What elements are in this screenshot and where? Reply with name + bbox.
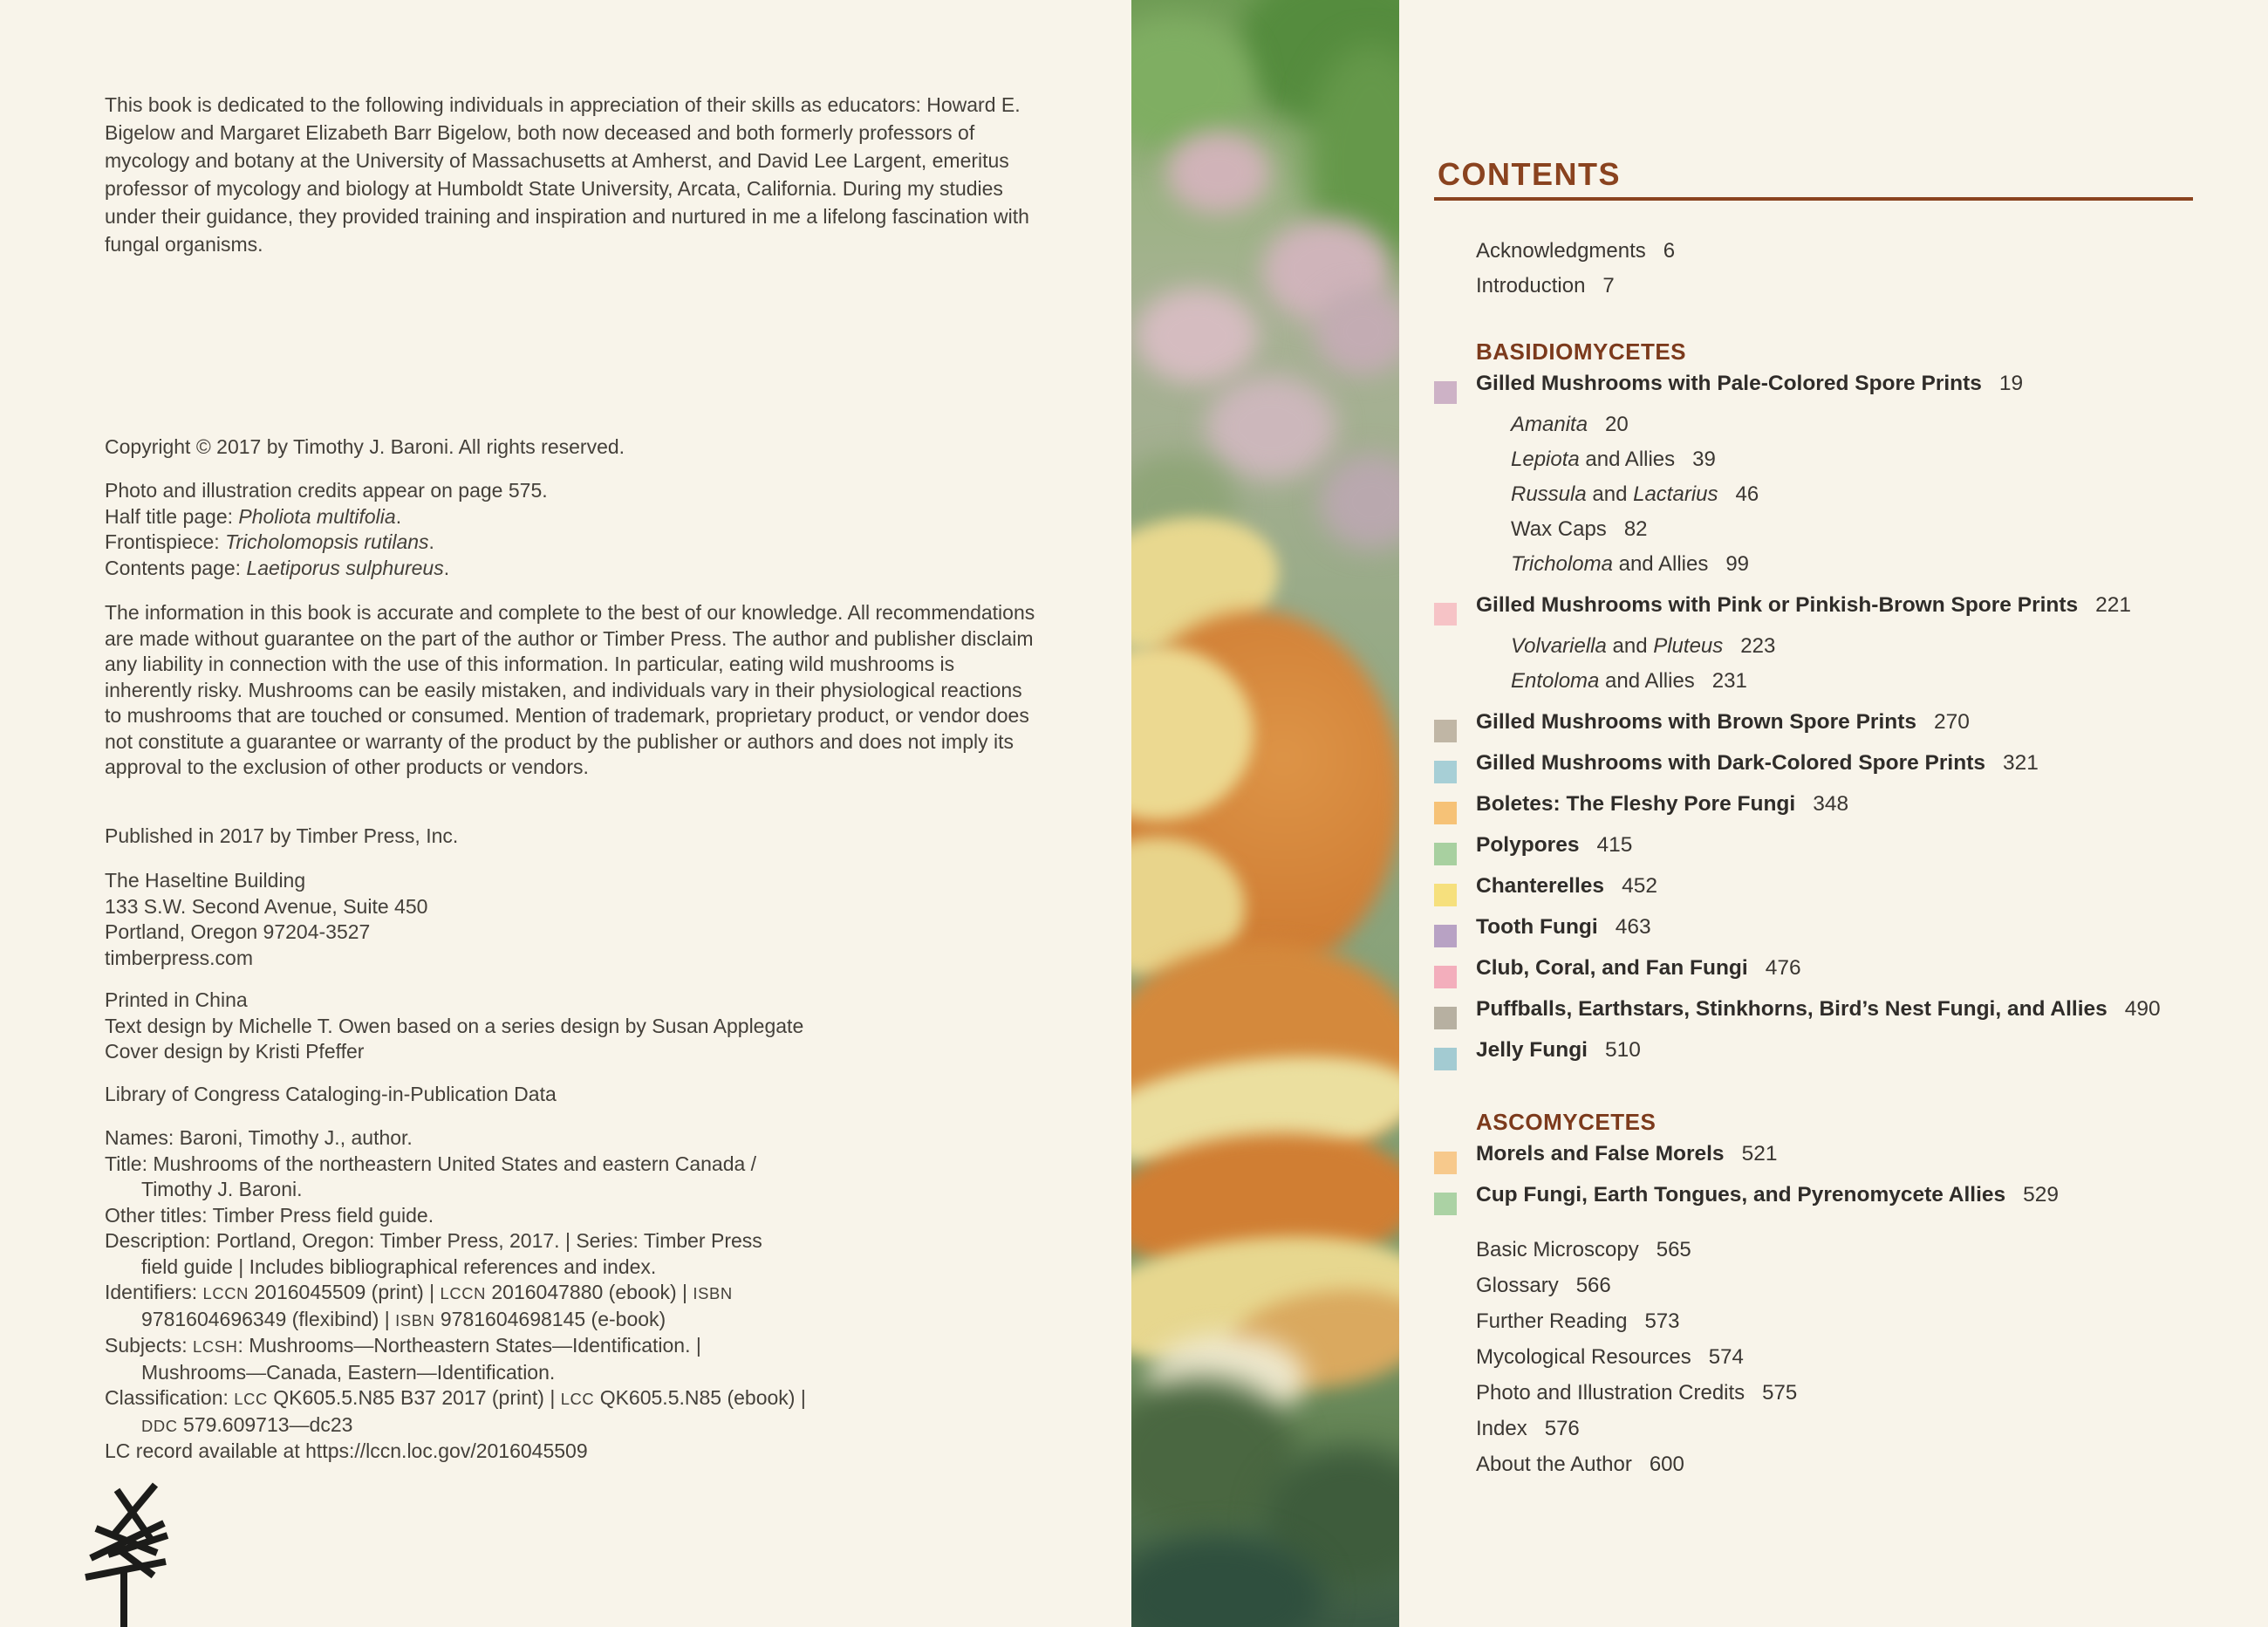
- text-run: Timothy J. Baroni.: [141, 1178, 303, 1200]
- text-run: : Mushrooms—Northeastern States—Identification. |: [237, 1334, 701, 1357]
- small-caps-run: LCC: [234, 1390, 268, 1408]
- toc-back-item: [1434, 1453, 2193, 1488]
- entry-page-number: 415: [1596, 833, 1633, 857]
- entry-page-number: 270: [1934, 710, 1970, 734]
- entry-label: Gilled Mushrooms with Brown Spore Prints: [1476, 710, 1917, 734]
- entry-page-number: 463: [1615, 915, 1651, 939]
- entry-page-number: 476: [1765, 956, 1801, 980]
- entry-label: Club, Coral, and Fan Fungi: [1476, 956, 1748, 980]
- timber-press-tree-logo-icon: [79, 1474, 183, 1627]
- small-caps-run: ISBN: [693, 1284, 733, 1302]
- entry-page-number: 573: [1644, 1309, 1680, 1333]
- italic-taxon: Laetiporus sulphureus: [246, 556, 444, 579]
- credits-block: [105, 478, 1042, 581]
- entry-page-number: 566: [1575, 1274, 1611, 1297]
- entry-page-number: 490: [2124, 997, 2161, 1021]
- toc-back-item: [1434, 1238, 2193, 1274]
- photo-blur-shape: [1166, 131, 1271, 214]
- italic-taxon: Tricholomopsis rutilans: [225, 530, 429, 553]
- entry-page-number: 510: [1604, 1038, 1641, 1062]
- text-run: and: [1606, 634, 1654, 658]
- chapter-color-swatch: [1434, 1193, 1457, 1215]
- chapter-color-swatch: [1434, 761, 1457, 783]
- toc-chapter-row: [1434, 372, 2193, 413]
- text-run: QK605.5.N85 B37 2017 (print) |: [267, 1386, 561, 1409]
- toc-chapter-row: [1434, 710, 2193, 751]
- lc-line: [105, 1177, 1042, 1203]
- entry-label: Tooth Fungi: [1476, 915, 1598, 939]
- chapter-color-swatch: [1434, 720, 1457, 742]
- toc-chapter-row: [1434, 874, 2193, 915]
- credits-line: [105, 530, 1042, 556]
- text-run: field guide | Includes bibliographical references and index.: [141, 1254, 657, 1278]
- text-run: and Allies: [1612, 552, 1709, 576]
- entry-page-number: 565: [1656, 1238, 1691, 1261]
- text-run: .: [428, 530, 434, 553]
- small-caps-run: DDC: [141, 1416, 178, 1435]
- italic-taxon: Pholiota multifolia: [238, 504, 396, 528]
- text-run: Frontispiece:: [105, 530, 226, 553]
- toc-back-item: [1434, 1381, 2193, 1417]
- lc-line: [105, 1333, 1042, 1360]
- toc-sub-item: [1434, 552, 2193, 587]
- lc-line: [105, 1228, 1042, 1254]
- text-run: LC record available at https://lccn.loc.gov/2016045509: [105, 1439, 588, 1462]
- toc-front-item: [1434, 274, 2193, 309]
- entry-label: [1511, 413, 1588, 437]
- toc-chapter-row: [1434, 1038, 2193, 1079]
- toc-sub-item: [1434, 448, 2193, 482]
- photo-blur-shape: [1315, 288, 1399, 375]
- printing-line: Printed in China: [105, 988, 248, 1011]
- toc-back-item: [1434, 1309, 2193, 1345]
- lc-line: [105, 1439, 1042, 1465]
- printing-line: Text design by Michelle T. Owen based on a series design by Susan Applegate: [105, 1014, 804, 1037]
- text-run: Identifiers:: [105, 1281, 203, 1303]
- entry-label: [1511, 517, 1607, 542]
- toc-chapter-row: [1434, 833, 2193, 874]
- small-caps-run: LCSH: [193, 1337, 238, 1356]
- toc-sub-item: [1434, 413, 2193, 448]
- entry-page-number: 575: [1762, 1381, 1798, 1405]
- text-run: 9781604696349 (flexibind) |: [141, 1307, 396, 1330]
- address-line: timberpress.com: [105, 946, 253, 969]
- lc-line: [105, 1280, 1042, 1307]
- entry-page-number: 19: [1998, 372, 2024, 395]
- entry-label: Cup Fungi, Earth Tongues, and Pyrenomycete Allies: [1476, 1183, 2006, 1207]
- chapter-color-swatch: [1434, 1048, 1457, 1070]
- lc-line: [105, 1412, 1042, 1439]
- entry-label: Jelly Fungi: [1476, 1038, 1588, 1062]
- lc-data-block: [105, 1125, 1042, 1465]
- entry-label: About the Author: [1476, 1453, 1632, 1476]
- text-run: Half title page:: [105, 504, 239, 528]
- toc-chapter-row: [1434, 1183, 2193, 1224]
- toc-chapter-row: [1434, 593, 2193, 634]
- text-run: Wax Caps: [1511, 517, 1607, 541]
- lc-line: [105, 1203, 1042, 1229]
- chapter-color-swatch: [1434, 884, 1457, 906]
- text-run: and Allies: [1599, 669, 1695, 693]
- entry-page-number: 46: [1735, 482, 1759, 506]
- toc-sub-item: [1434, 634, 2193, 669]
- toc-chapter-row: [1434, 1142, 2193, 1183]
- lc-line: [105, 1125, 1042, 1152]
- entry-label: Photo and Illustration Credits: [1476, 1381, 1745, 1405]
- disclaimer-text: The information in this book is accurate and complete to the best of our knowledge. All recommendations are made without guarantee on the part of the author or Timber Press. The author and publisher disclaim any liability in connection with the use of this information. In particular, eating wild mushrooms is inherently risky. Mushrooms can be easily mistaken, and individuals vary in their physiological reactions to mushrooms that are touched or consumed. Mention of trademark, proprietary product, or vendor does not constitute a guarantee or warranty of the product by the publisher or authors and does not imply its approval to the exclusion of other products or vendors.: [105, 601, 1035, 778]
- toc-back-matter: [1434, 1238, 2193, 1488]
- entry-label: [1511, 482, 1718, 507]
- small-caps-run: LCC: [560, 1390, 595, 1408]
- text-run: .: [395, 504, 402, 528]
- credits-line: [105, 504, 1042, 530]
- entry-page-number: 20: [1605, 413, 1629, 436]
- photo-blur-shape: [1131, 17, 1254, 148]
- chapter-color-swatch: [1434, 802, 1457, 824]
- toc-sub-item: [1434, 669, 2193, 704]
- toc-section-heading: ASCOMYCETES: [1476, 1109, 1657, 1135]
- entry-page-number: 574: [1708, 1345, 1744, 1369]
- text-run: Classification:: [105, 1386, 235, 1409]
- entry-label: Polypores: [1476, 833, 1580, 857]
- text-run: Title: Mushrooms of the northeastern United States and eastern Canada /: [105, 1152, 757, 1175]
- toc-front-item: [1434, 239, 2193, 274]
- chapter-color-swatch: [1434, 1007, 1457, 1029]
- photo-blur-shape: [1206, 375, 1336, 480]
- toc-front-matter: [1434, 239, 2193, 309]
- entry-label: Chanterelles: [1476, 874, 1605, 898]
- dedication-text: This book is dedicated to the following individuals in appreciation of their skills as educators: Howard E. Bigelow and Margaret Elizabeth Barr Bigelow, both now deceased and both formerly professors of mycology and botany at the University of Massachusetts at Amherst, and David Lee Largent, emeritus professor of mycology and biology at Humboldt State University, Arcata, California. During my studies under their guidance, they provided training and inspiration and nurtured in me a lifelong fascination with fungal organisms.: [105, 93, 1029, 256]
- entry-label: [1511, 552, 1708, 577]
- entry-page-number: 7: [1602, 274, 1615, 297]
- entry-label: Acknowledgments: [1476, 239, 1646, 263]
- entry-page-number: 39: [1692, 448, 1716, 471]
- italic-taxon: Lactarius: [1633, 482, 1718, 506]
- toc-chapter-row: [1434, 751, 2193, 792]
- entry-page-number: 576: [1544, 1417, 1580, 1440]
- lc-heading: Library of Congress Cataloging-in-Publication Data: [105, 1083, 557, 1105]
- entry-page-number: 348: [1813, 792, 1849, 816]
- text-run: and: [1586, 482, 1634, 506]
- toc-sections: [1434, 332, 2193, 1224]
- text-run: Description: Portland, Oregon: Timber Press, 2017. | Series: Timber Press: [105, 1229, 762, 1252]
- text-run: and Allies: [1579, 448, 1676, 471]
- entry-page-number: 221: [2095, 593, 2132, 617]
- text-run: 579.609713—dc23: [177, 1412, 353, 1436]
- entry-label: Glossary: [1476, 1274, 1559, 1297]
- text-run: .: [443, 556, 450, 579]
- chapter-color-swatch: [1434, 966, 1457, 988]
- entry-label: Gilled Mushrooms with Dark-Colored Spore Prints: [1476, 751, 1985, 775]
- entry-page-number: 452: [1622, 874, 1657, 898]
- contents-page: [1434, 157, 2193, 1488]
- italic-taxon: Pluteus: [1653, 634, 1724, 658]
- text-run: 9781604698145 (e-book): [434, 1307, 666, 1330]
- italic-taxon: Lepiota: [1511, 448, 1580, 471]
- chapter-color-swatch: [1434, 381, 1457, 404]
- toc-section-heading: BASIDIOMYCETES: [1476, 338, 1687, 365]
- contents-photo-laetiporus: [1131, 0, 1399, 1627]
- entry-label: [1511, 448, 1675, 472]
- entry-label: Morels and False Morels: [1476, 1142, 1725, 1166]
- toc-chapter-row: [1434, 915, 2193, 956]
- address-line: The Haseltine Building: [105, 869, 306, 892]
- entry-page-number: 99: [1725, 552, 1750, 576]
- entry-page-number: 82: [1623, 517, 1648, 541]
- lc-line: [105, 1254, 1042, 1281]
- small-caps-run: LCCN: [440, 1284, 486, 1302]
- toc-chapter-row: [1434, 792, 2193, 833]
- italic-taxon: Amanita: [1511, 413, 1588, 436]
- toc-back-item: [1434, 1274, 2193, 1309]
- photo-blur-shape: [1319, 454, 1399, 550]
- text-run: Photo and illustration credits appear on page 575.: [105, 479, 548, 502]
- text-run: Contents page:: [105, 556, 247, 579]
- contents-title: CONTENTS: [1438, 156, 1621, 192]
- printing-credits-block: [105, 988, 1042, 1065]
- entry-label: Further Reading: [1476, 1309, 1628, 1333]
- entry-label: Puffballs, Earthstars, Stinkhorns, Bird’s Nest Fungi, and Allies: [1476, 997, 2107, 1021]
- entry-page-number: 231: [1711, 669, 1747, 693]
- toc-back-item: [1434, 1417, 2193, 1453]
- entry-label: Mycological Resources: [1476, 1345, 1691, 1369]
- publisher-address-block: [105, 868, 1042, 971]
- chapter-color-swatch: [1434, 1152, 1457, 1174]
- entry-page-number: 223: [1740, 634, 1776, 658]
- lc-line: [105, 1385, 1042, 1412]
- toc-back-item: [1434, 1345, 2193, 1381]
- address-line: 133 S.W. Second Avenue, Suite 450: [105, 894, 428, 918]
- entry-label: [1511, 634, 1723, 659]
- entry-label: Gilled Mushrooms with Pale-Colored Spore Prints: [1476, 372, 1982, 395]
- entry-page-number: 321: [2003, 751, 2039, 775]
- credits-line: [105, 556, 1042, 582]
- entry-label: Basic Microscopy: [1476, 1238, 1639, 1261]
- text-run: Other titles: Timber Press field guide.: [105, 1203, 434, 1227]
- small-caps-run: LCCN: [202, 1284, 249, 1302]
- contents-title-rule: [1434, 197, 2193, 201]
- text-run: 2016047880 (ebook) |: [485, 1281, 693, 1303]
- toc-sublist: [1434, 413, 2193, 587]
- entry-label: Gilled Mushrooms with Pink or Pinkish-Brown Spore Prints: [1476, 593, 2079, 617]
- printing-line: Cover design by Kristi Pfeffer: [105, 1040, 365, 1063]
- small-caps-run: ISBN: [395, 1310, 435, 1330]
- chapter-color-swatch: [1434, 925, 1457, 947]
- address-line: Portland, Oregon 97204-3527: [105, 920, 371, 943]
- text-run: QK605.5.N85 (ebook) |: [594, 1386, 806, 1409]
- published-line: Published in 2017 by Timber Press, Inc.: [105, 824, 459, 847]
- lc-line: [105, 1307, 1042, 1334]
- italic-taxon: Tricholoma: [1511, 552, 1613, 576]
- entry-label: [1511, 669, 1695, 694]
- entry-page-number: 521: [1741, 1142, 1778, 1166]
- entry-page-number: 600: [1649, 1453, 1684, 1476]
- lc-line: [105, 1152, 1042, 1178]
- toc-chapter-row: [1434, 997, 2193, 1038]
- text-run: Names: Baroni, Timothy J., author.: [105, 1126, 413, 1149]
- text-run: 2016045509 (print) |: [248, 1281, 441, 1303]
- text-run: Subjects:: [105, 1334, 193, 1357]
- entry-label: Index: [1476, 1417, 1527, 1440]
- lc-line: [105, 1360, 1042, 1386]
- photo-blur-shape: [1136, 288, 1258, 384]
- entry-label: Boletes: The Fleshy Pore Fungi: [1476, 792, 1796, 816]
- toc-sublist: [1434, 634, 2193, 704]
- entry-label: Introduction: [1476, 274, 1586, 297]
- italic-taxon: Volvariella: [1511, 634, 1607, 658]
- credits-line: [105, 478, 1042, 504]
- italic-taxon: Russula: [1511, 482, 1587, 506]
- entry-page-number: 529: [2023, 1183, 2060, 1207]
- italic-taxon: Entoloma: [1511, 669, 1600, 693]
- chapter-color-swatch: [1434, 843, 1457, 865]
- chapter-color-swatch: [1434, 603, 1457, 626]
- toc-sub-item: [1434, 482, 2193, 517]
- toc-chapter-row: [1434, 956, 2193, 997]
- copyright-line: Copyright © 2017 by Timothy J. Baroni. All rights reserved.: [105, 435, 625, 458]
- entry-page-number: 6: [1663, 239, 1676, 263]
- text-run: Mushrooms—Canada, Eastern—Identification.: [141, 1360, 556, 1384]
- toc-sub-item: [1434, 517, 2193, 552]
